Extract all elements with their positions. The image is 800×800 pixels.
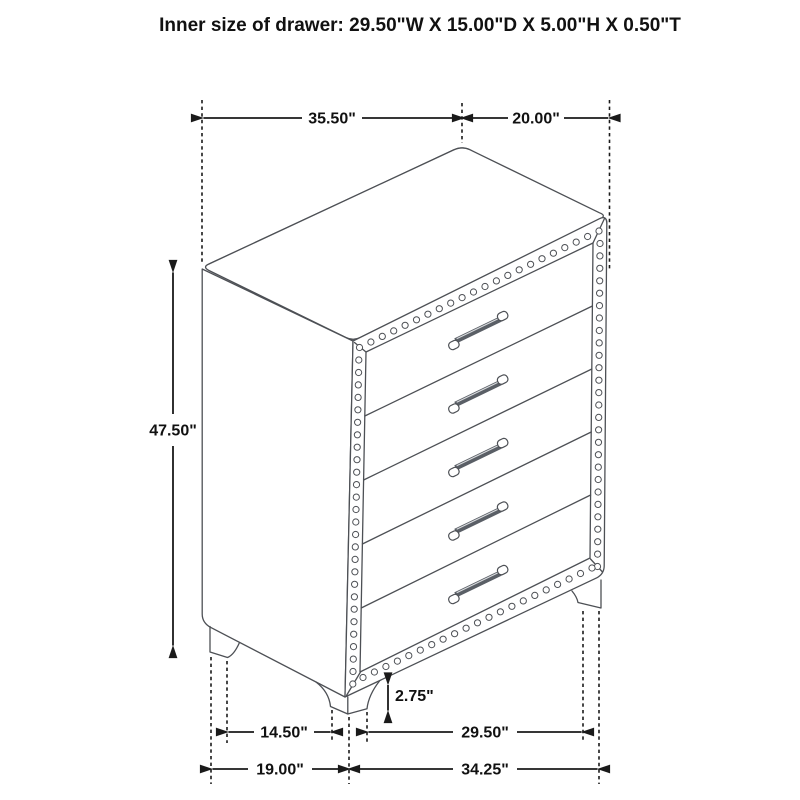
nailhead [417, 647, 423, 653]
nailhead [440, 636, 446, 642]
nailhead [353, 531, 359, 537]
dim-base-width [351, 762, 598, 779]
nailhead [596, 390, 602, 396]
nailhead [595, 526, 601, 532]
nailhead [505, 272, 511, 278]
nailhead [482, 283, 488, 289]
nailhead [356, 357, 362, 363]
dim-leg-gap-front [369, 725, 582, 742]
nailhead [595, 514, 601, 520]
nailhead [371, 669, 377, 675]
nailhead [352, 544, 358, 550]
nailhead [539, 256, 545, 262]
nailhead [470, 289, 476, 295]
nailhead [589, 565, 595, 571]
nailhead [356, 369, 362, 375]
dim-label-leg-gap-side: 14.50" [260, 724, 308, 742]
nailhead [353, 519, 359, 525]
nailhead [383, 663, 389, 669]
nailhead [596, 352, 602, 358]
nailhead [351, 594, 357, 600]
nailhead [597, 265, 603, 271]
nailhead [493, 278, 499, 284]
nailhead [354, 469, 360, 475]
nailhead [596, 340, 602, 346]
nailhead [509, 603, 515, 609]
nailhead [595, 452, 601, 458]
dim-label-foot-height: 2.75" [395, 688, 434, 705]
dim-label-height: 47.50" [149, 422, 197, 440]
nailhead [595, 489, 601, 495]
nailhead [351, 606, 357, 612]
nailhead [353, 494, 359, 500]
dim-base-depth [213, 762, 348, 779]
nailhead [562, 245, 568, 251]
nailhead [379, 333, 385, 339]
page-title: Inner size of drawer: 29.50"W X 15.00"D X 5.00"H X 0.50"T [159, 15, 681, 36]
nailhead [353, 482, 359, 488]
nailhead [413, 317, 419, 323]
nailhead [351, 619, 357, 625]
chest-drawing [202, 148, 607, 714]
nailhead [520, 598, 526, 604]
dim-foot-height [388, 685, 434, 711]
dim-label-leg-gap-front: 29.50" [461, 724, 509, 742]
nailhead [486, 614, 492, 620]
nailhead [452, 631, 458, 637]
nailhead [448, 300, 454, 306]
nailhead [543, 587, 549, 593]
nailhead [350, 668, 356, 674]
nailhead [596, 327, 602, 333]
nailhead [353, 506, 359, 512]
nailhead [354, 457, 360, 463]
nailhead [350, 656, 356, 662]
dim-top-width [204, 111, 461, 128]
dim-label-base-depth: 19.00" [256, 761, 304, 779]
nailhead [597, 240, 603, 246]
dim-label-top-depth: 20.00" [512, 110, 560, 128]
nailhead [355, 394, 361, 400]
nailhead [585, 233, 591, 239]
nailhead [351, 631, 357, 637]
dim-label-base-width: 34.25" [461, 761, 509, 779]
nailhead [350, 644, 356, 650]
nailhead [596, 303, 602, 309]
nailhead [360, 674, 366, 680]
nailhead [595, 539, 601, 545]
nailhead [528, 261, 534, 267]
nailhead [596, 228, 602, 234]
nailhead [597, 290, 603, 296]
nailhead [425, 311, 431, 317]
nailhead [516, 267, 522, 273]
nailhead [596, 377, 602, 383]
nailhead [597, 253, 603, 259]
nailhead [429, 642, 435, 648]
nailhead [352, 556, 358, 562]
nailhead [354, 444, 360, 450]
nailhead [436, 306, 442, 312]
nailhead [595, 476, 601, 482]
nailhead [350, 681, 356, 687]
chest-left-face [202, 269, 353, 697]
dim-height [149, 273, 197, 646]
nailhead [550, 250, 556, 256]
nailhead [391, 328, 397, 334]
nailhead [368, 339, 374, 345]
dim-leg-gap-side [229, 725, 331, 742]
nailhead [474, 620, 480, 626]
nailhead [355, 382, 361, 388]
nailhead [406, 653, 412, 659]
nailhead [352, 569, 358, 575]
nailhead [497, 609, 503, 615]
nailhead [596, 402, 602, 408]
nailhead [356, 344, 362, 350]
dim-top-depth [465, 111, 609, 128]
nailhead [596, 315, 602, 321]
nailhead [402, 322, 408, 328]
nailhead [596, 365, 602, 371]
nailhead [459, 295, 465, 301]
dim-label-top-width: 35.50" [308, 110, 356, 128]
nailhead [555, 581, 561, 587]
nailhead [566, 576, 572, 582]
nailhead [394, 658, 400, 664]
nailhead [532, 592, 538, 598]
nailhead [595, 551, 601, 557]
nailhead [573, 239, 579, 245]
nailhead [596, 427, 602, 433]
nailhead [595, 464, 601, 470]
nailhead [595, 501, 601, 507]
nailhead [355, 419, 361, 425]
nailhead [595, 439, 601, 445]
nailhead [354, 432, 360, 438]
nailhead [352, 581, 358, 587]
nailhead [463, 625, 469, 631]
nailhead [596, 414, 602, 420]
nailhead [577, 570, 583, 576]
nailhead [355, 407, 361, 413]
nailhead [597, 278, 603, 284]
